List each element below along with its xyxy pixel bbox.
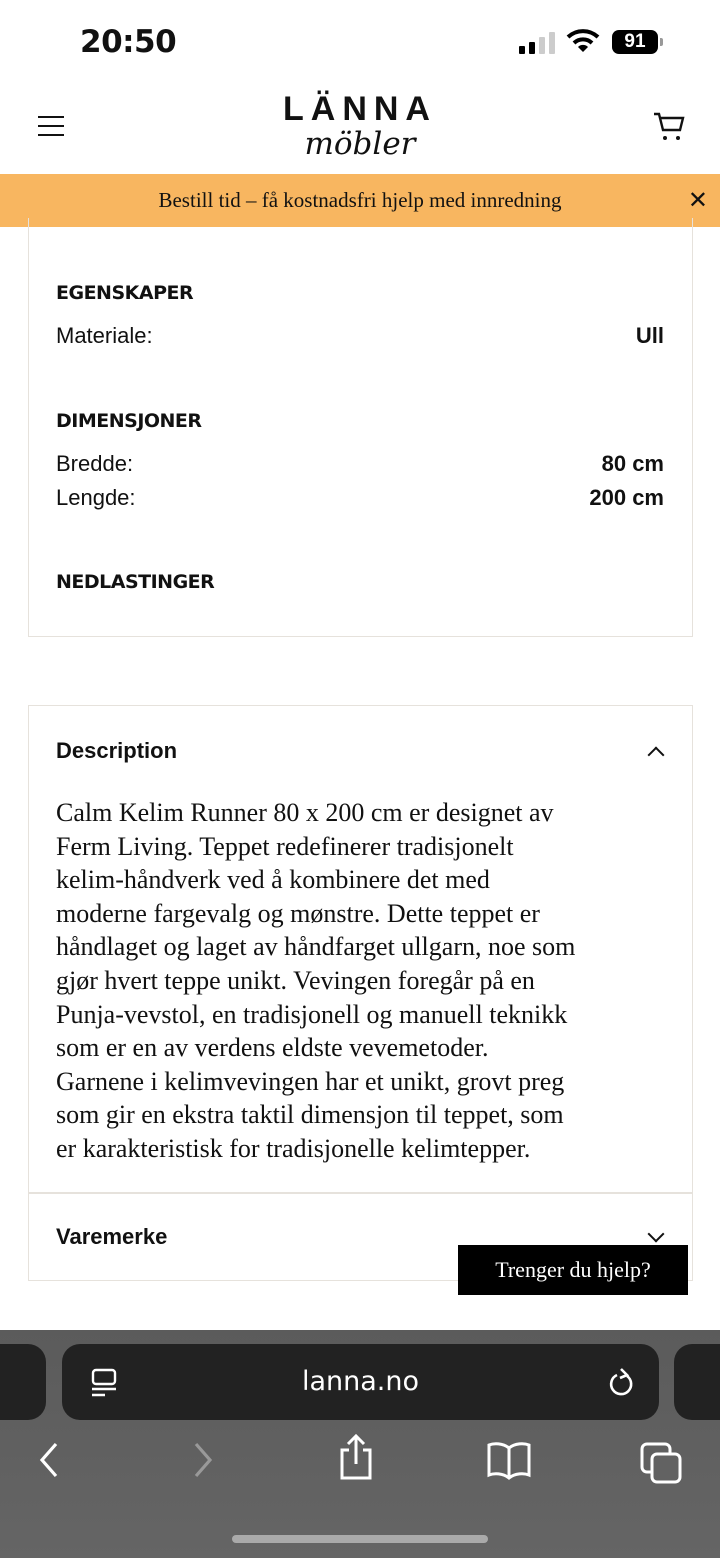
tabs-icon[interactable] bbox=[640, 1442, 684, 1484]
status-bar bbox=[0, 0, 720, 86]
section-nedlastinger: NEDLASTINGER bbox=[56, 571, 215, 593]
divider bbox=[29, 1192, 692, 1194]
description-line: gjør hvert teppe unikt. Vevingen foregår på en bbox=[56, 965, 535, 995]
description-text bbox=[56, 796, 575, 1166]
description-line: kelim-håndverk ved å kombinere det med bbox=[56, 865, 490, 895]
property-value: 80 cm bbox=[601, 451, 664, 476]
wifi-icon bbox=[566, 28, 600, 54]
description-line: moderne fargevalg og mønstre. Dette teppet er bbox=[56, 898, 540, 928]
previous-tab[interactable] bbox=[0, 1344, 46, 1420]
property-row bbox=[56, 485, 664, 511]
description-line: som gir en ekstra taktil dimensjon til teppet, som bbox=[56, 1100, 564, 1130]
property-label: Bredde: bbox=[56, 451, 134, 476]
description-line: Garnene i kelimvevingen har et unikt, grovt preg bbox=[56, 1066, 565, 1096]
site-header bbox=[0, 86, 720, 174]
logo[interactable] bbox=[0, 92, 720, 162]
banner-text[interactable]: Bestill tid – få kostnadsfri hjelp med innredning bbox=[158, 188, 562, 212]
description-line: håndlaget og laget av håndfarget ullgarn, noe som bbox=[56, 932, 576, 962]
section-egenskaper: EGENSKAPER bbox=[56, 282, 194, 304]
varemerke-header[interactable]: Varemerke bbox=[56, 1224, 168, 1249]
address-bar[interactable] bbox=[62, 1344, 659, 1420]
help-chat-button[interactable]: Trenger du hjelp? bbox=[458, 1245, 688, 1295]
description-line: Ferm Living. Teppet redefinerer tradisjonelt bbox=[56, 831, 514, 861]
bookmarks-icon[interactable] bbox=[486, 1440, 532, 1480]
browser-toolbar bbox=[0, 1330, 720, 1558]
close-icon[interactable]: ✕ bbox=[687, 186, 708, 214]
share-icon[interactable] bbox=[336, 1434, 376, 1482]
section-dimensjoner: DIMENSJONER bbox=[56, 410, 202, 432]
description-line: Punja-vevstol, en tradisjonell og manuell teknikk bbox=[56, 999, 568, 1029]
cart-icon[interactable] bbox=[652, 110, 686, 144]
clock: 20:50 bbox=[80, 24, 177, 60]
back-icon[interactable] bbox=[36, 1440, 62, 1480]
property-label: Lengde: bbox=[56, 485, 136, 510]
accordion bbox=[28, 705, 693, 1281]
description-line: som er en av verdens eldste vevemetoder. bbox=[56, 1033, 489, 1063]
property-value: 200 cm bbox=[589, 485, 664, 510]
battery-icon: 91 bbox=[612, 30, 658, 54]
reader-icon[interactable] bbox=[90, 1368, 118, 1398]
signal-icon bbox=[519, 32, 555, 54]
next-tab[interactable] bbox=[674, 1344, 720, 1420]
chevron-down-icon[interactable] bbox=[648, 1226, 665, 1243]
chevron-up-icon[interactable] bbox=[648, 747, 665, 764]
reload-icon[interactable] bbox=[607, 1366, 635, 1398]
description-line: Calm Kelim Runner 80 x 200 cm er designet av bbox=[56, 798, 554, 827]
url-text[interactable]: lanna.no bbox=[301, 1366, 420, 1397]
logo-subtext: möbler bbox=[304, 126, 416, 162]
description-header[interactable]: Description bbox=[56, 738, 178, 763]
property-row bbox=[56, 451, 664, 477]
property-label: Materiale: bbox=[56, 323, 153, 348]
property-value: Ull bbox=[635, 323, 664, 348]
home-indicator bbox=[232, 1535, 488, 1543]
logo-text: LÄNNA bbox=[283, 90, 437, 128]
property-row bbox=[56, 323, 664, 349]
forward-icon[interactable] bbox=[190, 1440, 216, 1480]
description-line: er karakteristisk for tradisjonelle kelimtepper. bbox=[56, 1133, 531, 1163]
